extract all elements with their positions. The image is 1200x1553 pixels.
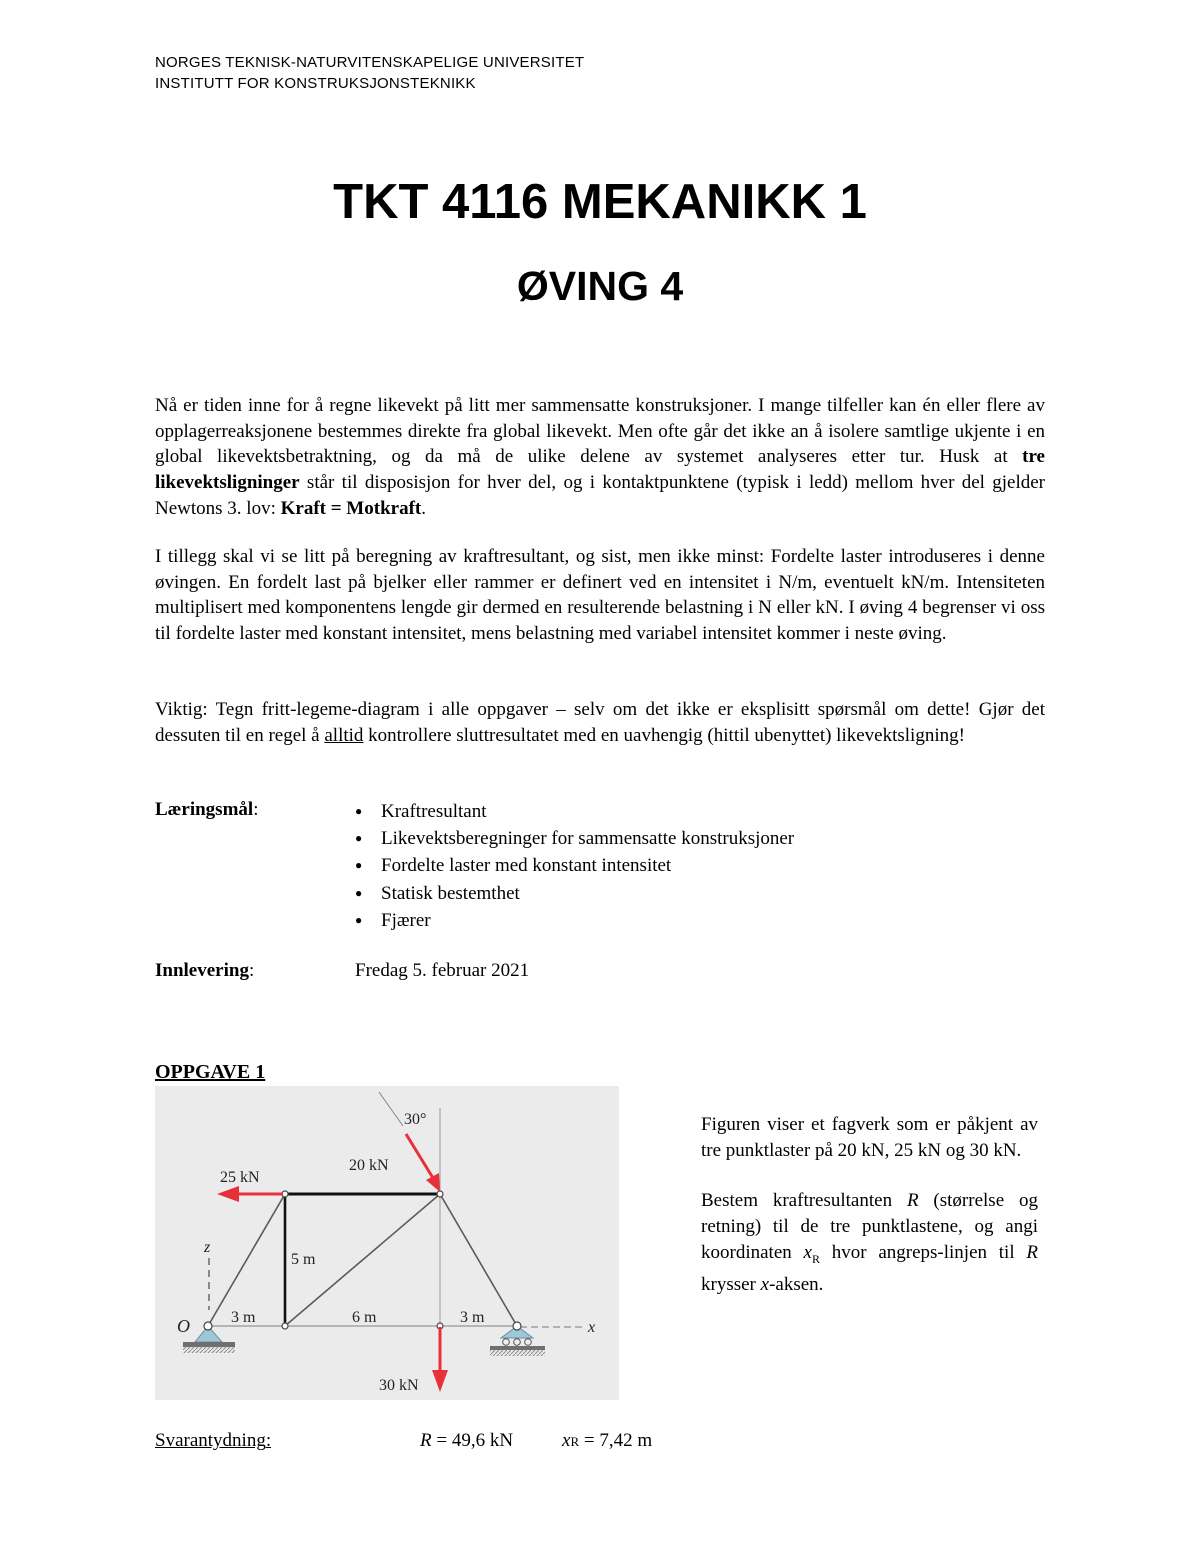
height-label: 5 m — [291, 1251, 316, 1268]
label-colon: : — [265, 1430, 272, 1451]
span-label-1: 3 m — [231, 1309, 256, 1326]
truss-members — [208, 1194, 517, 1326]
answer-coordinate — [562, 1430, 652, 1452]
span-label-2: 6 m — [352, 1309, 377, 1326]
document-header — [155, 52, 584, 94]
truss-diagram — [155, 1086, 619, 1400]
task-text: Bestem kraftresultanten — [701, 1190, 907, 1212]
load-label-20kn: 20 kN — [349, 1157, 389, 1174]
symbol-r: R — [906, 1190, 919, 1212]
answer-x-value: = 7,42 m — [579, 1430, 653, 1451]
intro-underlined: alltid — [324, 724, 364, 746]
symbol-r: R — [1026, 1241, 1038, 1263]
task-heading: OPPGAVE 1 — [155, 1061, 266, 1083]
member-left-diagonal — [208, 1194, 285, 1326]
learning-goals-label — [155, 799, 258, 821]
list-item: ● Fordelte laster med konstant intensitet — [355, 852, 794, 879]
intro-text: . — [421, 497, 426, 519]
learning-goals-label-text: Læringsmål — [155, 799, 254, 820]
list-item: ● Kraftresultant — [355, 798, 794, 825]
symbol-x: x — [803, 1241, 812, 1263]
symbol-x: x — [760, 1274, 770, 1296]
deadline-date: Fredag 5. februar 2021 — [355, 960, 530, 981]
intro-emphasis: tre likevektsligninger — [155, 446, 1045, 494]
institute-name: INSTITUTT FOR KONSTRUKSJONSTEKNIKK — [155, 75, 476, 92]
answer-r-value: = 49,6 kN — [431, 1430, 514, 1451]
university-name: NORGES TEKNISK-NATURVITENSKAPELIGE UNIVERSITET — [155, 54, 585, 71]
list-item: ● Likevektsberegninger for sammensatte konstruksjoner — [355, 825, 794, 852]
answer-label-text: Svarantydning — [155, 1430, 266, 1451]
task-text: krysser — [701, 1274, 761, 1296]
origin-label: O — [177, 1316, 190, 1336]
intro-text: kontrollere sluttresultatet med en uavhengig (hittil ubenyttet) likevektsligning! — [363, 724, 965, 746]
symbol-subscript: R — [570, 1434, 580, 1449]
x-axis-label: x — [588, 1319, 596, 1336]
angle-guide-line — [379, 1092, 403, 1126]
intro-paragraph-3 — [155, 697, 1045, 748]
task-text: -aksen. — [769, 1274, 824, 1296]
answer-label — [155, 1430, 271, 1452]
arrow-25kn-head — [217, 1186, 239, 1202]
span-label-3: 3 m — [460, 1309, 485, 1326]
z-axis-label: z — [204, 1239, 211, 1256]
intro-text: står til disposisjon for hver del, og i kontaktpunktene (typisk i ledd) mellom hver del gjelder Newtons 3. lov: — [155, 472, 1045, 519]
joint — [282, 1323, 288, 1329]
task-text: (størrelse og retning) til de tre punktlastene, og angi koordinaten — [701, 1190, 1038, 1263]
intro-paragraph-1 — [155, 393, 1045, 522]
list-item: ● Statisk bestemthet — [355, 880, 794, 907]
member-right-diagonal — [440, 1194, 517, 1326]
symbol-r: R — [420, 1430, 432, 1451]
label-colon: : — [253, 799, 259, 820]
load-label-25kn: 25 kN — [220, 1169, 260, 1186]
intro-text: Viktig: Tegn fritt-legeme-diagram i alle oppgaver – selv om det ikke er eksplisitt spørsmål om dette! Gjør det dessuten til en regel å — [155, 699, 1045, 746]
symbol-subscript: R — [811, 1251, 820, 1266]
list-item: ● Fjærer — [355, 907, 794, 934]
arrow-30kn-head — [432, 1370, 448, 1392]
intro-text: Nå er tiden inne for å regne likevekt på litt mer sammensatte konstruksjoner. I mange tilfeller kan én eller flere av opplagerreaksjonene bestemmes direkte fra global likevekt. Men ofte går det ikke an å isolere samtlige ukjente i en global likevektsbetraktning, og da må de ulike delene av systemet analyseres etter tur. Husk at — [155, 395, 1045, 468]
task-description — [701, 1112, 1038, 1298]
task-paragraph-2 — [701, 1188, 1038, 1298]
course-title: TKT 4116 MEKANIKK 1 — [333, 175, 867, 229]
assignment-title: ØVING 4 — [516, 263, 684, 309]
learning-goals-list — [355, 798, 794, 934]
deadline-label — [155, 960, 254, 982]
intro-paragraph-2: I tillegg skal vi se litt på beregning av kraftresultant, og sist, men ikke minst: Fordelte laster introduseres i denne øvingen. En fordelt last på bjelker eller rammer er definert ved en intensitet i N/m, eventuelt kN/m. Intensiteten multiplisert med komponentens lengde gir dermed en resulterende belastning i N eller kN. I øving 4 begrenser vi oss til fordelte laster med konstant intensitet, mens belastning med variabel intensitet kommer i neste øving. — [155, 546, 1045, 645]
truss-figure — [155, 1086, 619, 1400]
arrow-20kn-shaft — [406, 1134, 433, 1178]
task-text: hvor angreps-linjen til — [819, 1241, 1027, 1263]
joint — [437, 1191, 443, 1197]
answer-resultant — [420, 1430, 513, 1452]
deadline-label-text: Innlevering — [155, 960, 249, 981]
label-colon: : — [248, 960, 255, 981]
task-paragraph-1: Figuren viser et fagverk som er påkjent av tre punktlaster på 20 kN, 25 kN og 30 kN. — [701, 1114, 1038, 1161]
load-label-30kn: 30 kN — [379, 1377, 419, 1394]
intro-emphasis: Kraft = Motkraft — [280, 497, 422, 519]
angle-label: 30° — [404, 1111, 427, 1128]
symbol-x: x — [562, 1430, 571, 1451]
